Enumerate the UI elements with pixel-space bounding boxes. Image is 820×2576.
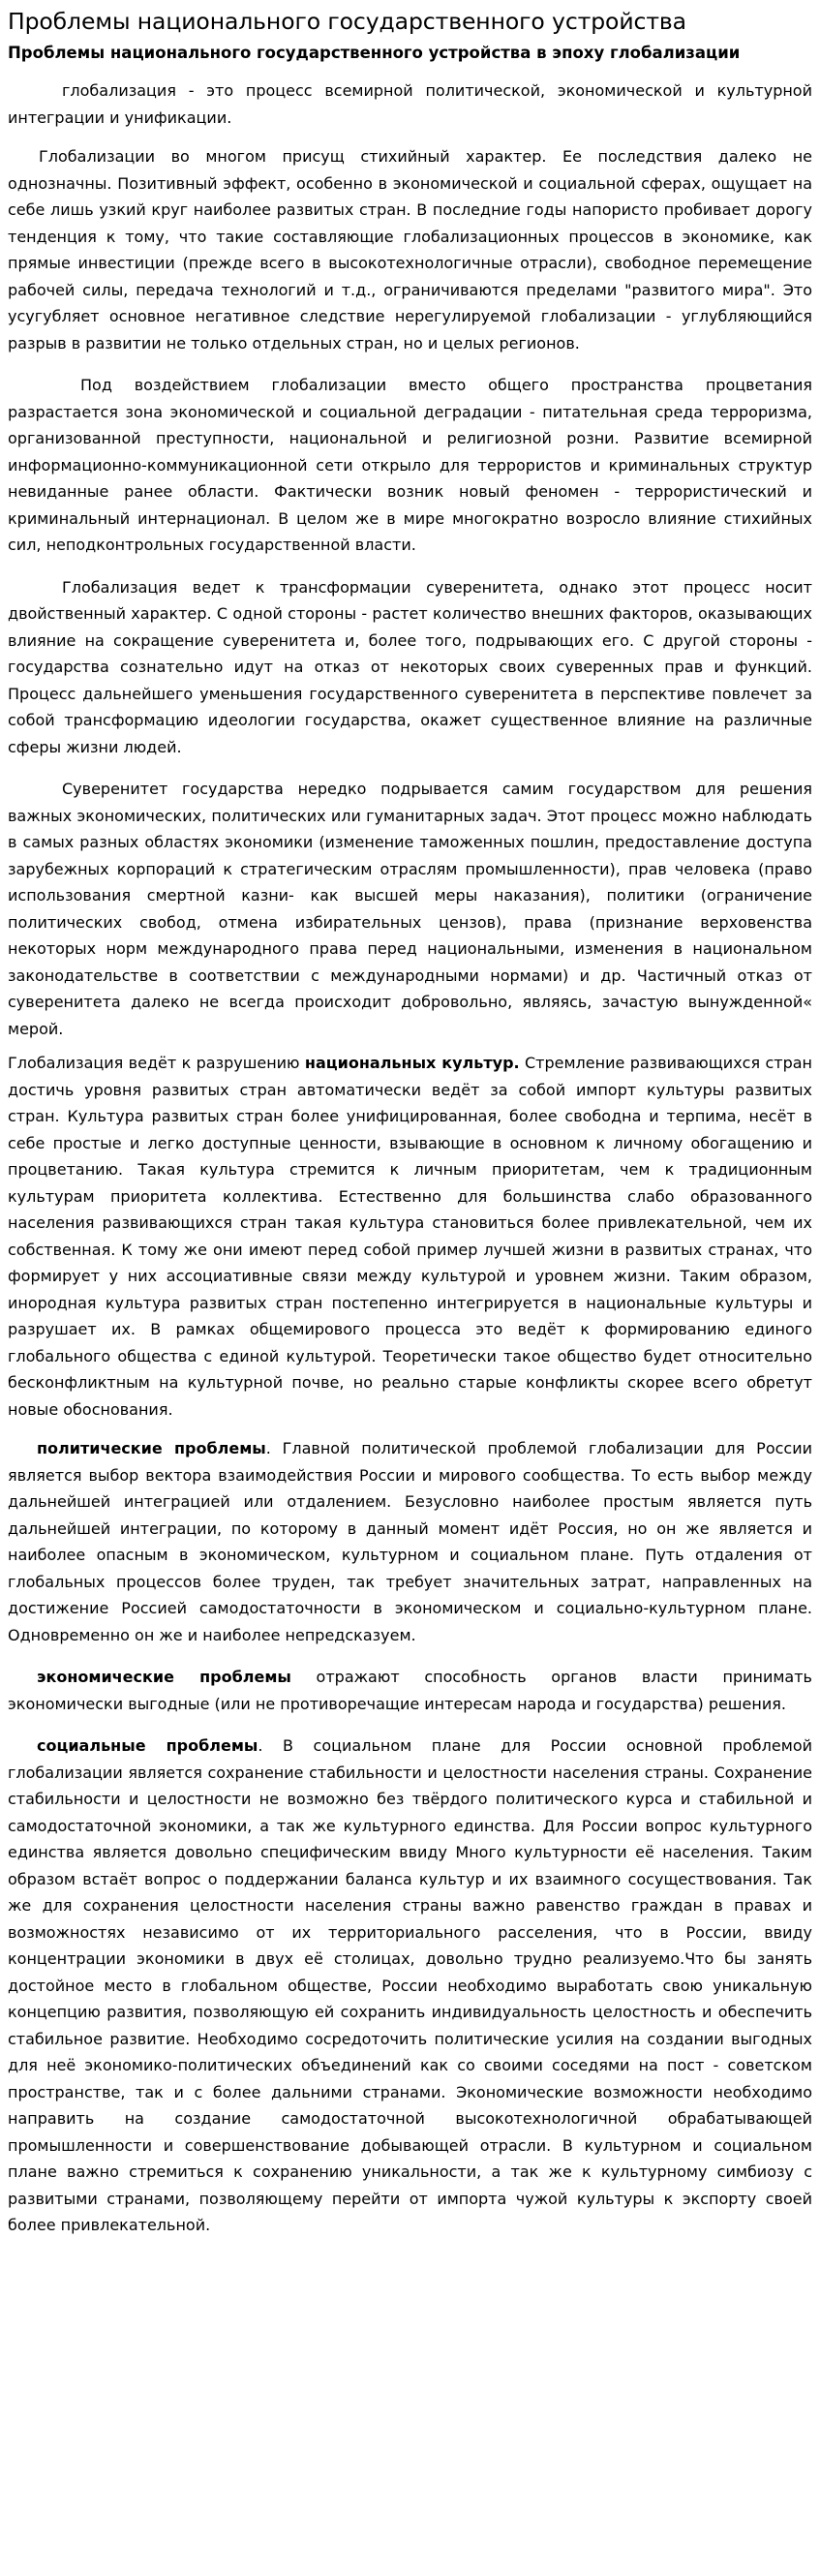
paragraph-national-cultures	[8, 1050, 812, 1423]
paragraph-political-problems	[8, 1435, 812, 1648]
emphasis-political-problems: политические проблемы	[37, 1439, 266, 1457]
paragraph-degradation: Под воздействием глобализации вместо общего пространства процветания разрастается зона экономической и социальной деградации - питательная среда терроризма, организованной преступности, национальной и религиозной розни. Развитие всемирной информационно-коммуникационной сети открыло для террористов и криминальных структур невиданные ранее области. Фактически возник новый феномен - террористический и криминальный интернационал. В целом же в мире многократно возросло влияние стихийных сил, неподконтрольных государственной власти.	[8, 376, 812, 554]
paragraph-sovereignty: Глобализация ведет к трансформации суверенитета, однако этот процесс носит двойственный характер. С одной стороны - растет количество внешних факторов, оказывающих влияние на сокращение суверенитета и, более того, подрывающих его. С другой стороны - государства сознательно идут на отказ от некоторых своих суверенных прав и функций. Процесс дальнейшего уменьшения государственного суверенитета в перспективе повлечет за собой трансформацию идеологии государства, окажет существенное влияние на различные сферы жизни людей.	[8, 577, 812, 756]
page-subtitle: Проблемы национального государственного устройства в эпоху глобализации	[8, 44, 741, 62]
page-title: Проблемы национального государственного устройства	[8, 8, 686, 35]
paragraph-definition: глобализация - это процесс всемирной политической, экономической и культурной интеграции и унификации.	[8, 81, 812, 127]
paragraph-sovereignty-undermined: Суверенитет государства нередко подрывается самим государством для решения важных экономических, политических или гуманитарных задач. Этот процесс можно наблюдать в самых разных областях экономики (изменение таможенных пошлин, предоставление доступа зарубежных корпораций к стратегическим отраслям промышленности), прав человека (право использования смертной казни- как высшей меры наказания), политики (ограничение политических свобод, отмена избирательных цензов), права (признание верховенства некоторых норм международного права перед национальными, изменения в национальном законодательстве в соответствии с международными нормами) и др. Частичный отказ от суверенитета далеко не всегда происходит добровольно, являясь, зачастую вынужденной« мерой.	[8, 780, 812, 1038]
paragraph-body: . Главной политической проблемой глобализации для России является выбор вектора взаимодействия России и мирового сообщества. То есть выбор между дальнейшей интеграцией или отдалением. Безусловно наиболее простым является путь дальнейшей интеграции, по которому в данный момент идёт Россия, но он же является и наиболее опасным в экономическом, культурном и социальном плане. Путь отдаления от глобальных процессов более труден, так требует значительных затрат, направленных на достижение Россией самодостаточности в экономическом и социально-культурном плане. Одновременно он же и наиболее непредсказуем.	[8, 1439, 813, 1644]
paragraph-body: отражают способность органов власти принимать экономически выгодные (или не противоречащие интересам народа и государства) решения.	[8, 1668, 812, 1713]
paragraph-body: . В социальном плане для России основной проблемой глобализации является сохранение стабильности и целостности населения страны. Сохранение стабильности и целостности не возможно без твёрдого политического курса и стабильной и самодостаточной экономики, а так же культурного единства. Для России вопрос культурного единства является довольно специфическим ввиду Много культурности её населения. Таким образом встаёт вопрос о поддержании баланса культур и их взаимного сосуществования. Так же для сохранения целостности населения страны важно равенство граждан в правах и возможностях независимо от их территориального расселения, что в России, ввиду концентрации экономики в двух её столицах, довольно трудно реализуемо.Что бы занять достойное место в глобальном обществе, России необходимо выработать свою уникальную концепцию развития, позволяющую ей сохранить индивидуальность целостность и обеспечить стабильное развитие. Необходимо сосредоточить политические усилия на создании выгодных для неё экономико-политических объединений как со своими соседями на пост - советском пространстве, так и с более дальними странами. Экономические возможности необходимо направить на создание самодостаточной высокотехнологичной обрабатывающей промышленности и совершенствование добывающей отрасли. В культурном и социальном плане важно стремиться к сохранению уникальности, а так же к культурному симбиозу с развитыми странами, позволяющему перейти от импорта чужой культуры к экспорту своей более привлекательной.	[8, 1736, 813, 2234]
paragraph-body: Стремление развивающихся стран достичь уровня развитых стран автоматически ведёт за собой импорт культуры развитых стран. Культура развитых стран более унифицированная, более свободна и терпима, несёт в себе простые и легко доступные ценности, взывающие в основном к личному обогащению и процветанию. Такая культура стремится к личным приоритетам, чем к традиционным культурам приоритета коллектива. Естественно для большинства слабо образованного населения развивающихся стран такая культура становиться более привлекательной, чем их собственная. К тому же они имеют перед собой пример лучшей жизни в развитых странах, что формирует у них ассоциативные связи между культурой и уровнем жизни. Таким образом, инородная культура развитых стран постепенно интегрируется в национальные культуры и разрушает их. В рамках общемирового процесса это ведёт к формированию единого глобального общества с единой культурой. Теоретически такое общество будет относительно бесконфликтным на культурной почве, но реально старые конфликты скорее всего обретут новые обоснования.	[8, 1054, 813, 1419]
paragraph-economic-problems	[8, 1664, 812, 1717]
emphasis-social-problems: социальные проблемы	[37, 1736, 258, 1755]
paragraph-spontaneous-nature: Глобализации во многом присущ стихийный характер. Ее последствия далеко не однозначны. Позитивный эффект, особенно в экономической и социальной сферах, ощущает на себе лишь узкий круг наиболее развитых стран. В последние годы напористо пробивает дорогу тенденция к тому, что такие составляющие глобализационных процессов в экономике, как прямые инвестиции (прежде всего в высокотехнологичные отрасли), свободное перемещение рабочей силы, передача технологий и т.д., ограничиваются пределами "развитого мира". Это усугубляет основное негативное следствие нерегулируемой глобализации - углубляющийся разрыв в развитии не только отдельных стран, но и целых регионов.	[8, 147, 812, 353]
paragraph-social-problems	[8, 1733, 812, 2239]
emphasis-national-cultures: национальных культур.	[304, 1054, 520, 1072]
emphasis-economic-problems: экономические проблемы	[37, 1668, 291, 1686]
paragraph-lead: Глобализация ведёт к разрушению	[8, 1054, 305, 1072]
